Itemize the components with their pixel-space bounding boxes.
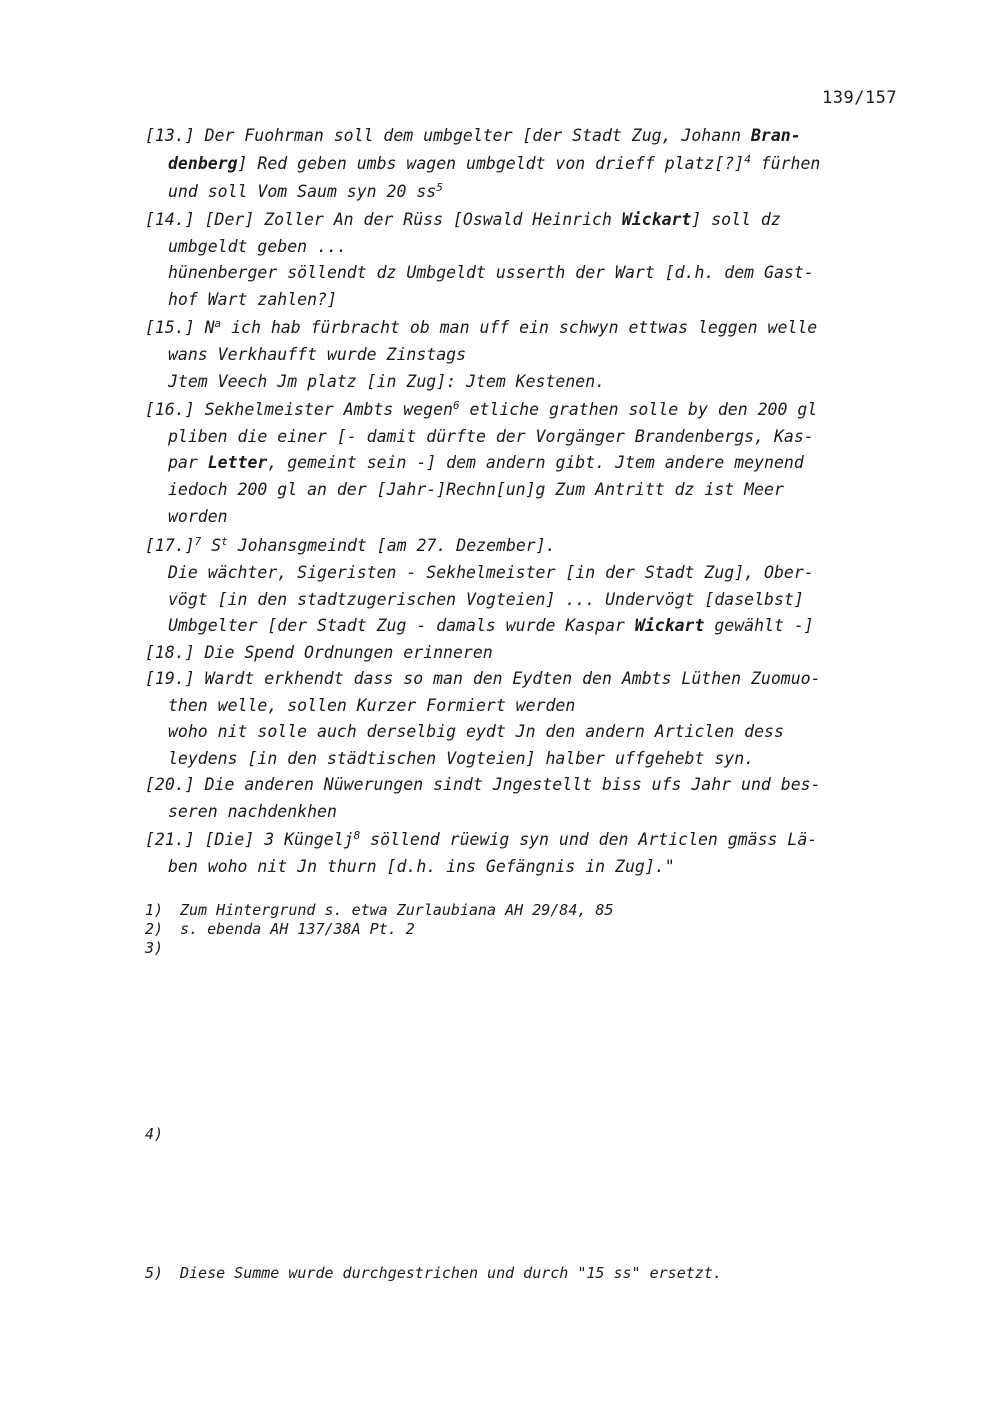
text-segment: gewählt -] (704, 616, 814, 635)
footnote-text: Diese Summe wurde durchgestrichen und durch "15 ss" ersetzt. (180, 1264, 722, 1282)
emphasized-name: Letter (207, 453, 268, 472)
footnote-number: 2) (145, 920, 164, 938)
text-line (168, 859, 675, 876)
text-segment: [19.] Wardt erkhendt dass so man den Eydten den Ambts Lüthen Zuomuo- (145, 669, 821, 688)
footnote-number: 4) (145, 1125, 164, 1143)
text-segment: seren nachdenkhen (168, 802, 337, 821)
text-line (145, 317, 818, 337)
text-segment: par (168, 453, 208, 472)
text-segment: worden (168, 507, 228, 526)
text-line (168, 565, 814, 582)
text-line (168, 804, 337, 821)
text-line (145, 645, 493, 662)
text-line (168, 292, 337, 309)
text-line (168, 618, 814, 635)
footnote-marker: 7 (194, 535, 202, 548)
text-line (168, 509, 228, 526)
text-segment: ] soll dz (691, 210, 781, 229)
emphasized-name: Wickart (634, 616, 705, 635)
text-segment: [15.] N (145, 318, 215, 337)
text-line (168, 153, 821, 173)
text-segment: hünenberger söllendt dz Umbgeldt usserth der Wart [d.h. dem Gast- (168, 263, 814, 282)
text-line (145, 777, 821, 794)
text-segment: hof Wart zahlen?] (168, 290, 337, 309)
footnote-text: Zum Hintergrund s. etwa Zurlaubiana AH 29/84, 85 (180, 901, 614, 919)
text-segment: , gemeint sein -] dem andern gibt. Jtem andere meynend (267, 453, 804, 472)
text-segment: Umbgelter [der Stadt Zug - damals wurde Kaspar (168, 616, 635, 635)
text-line (168, 698, 575, 715)
text-segment: Johansgmeindt [am 27. Dezember]. (227, 536, 556, 555)
text-line (168, 455, 804, 472)
text-segment: ben woho nit Jn thurn [d.h. ins Gefängnis in Zug]." (168, 857, 675, 876)
emphasized-name: Wickart (621, 210, 692, 229)
text-segment: [13.] Der Fuohrman soll dem umbgelter [der Stadt Zug, Johann (145, 126, 751, 145)
text-line (168, 374, 605, 391)
text-segment: [16.] Sekhelmeister Ambts wegen (145, 400, 453, 419)
text-line (145, 535, 556, 555)
text-segment: [20.] Die anderen Nüwerungen sindt Jngestellt biss ufs Jahr und bes- (145, 775, 821, 794)
text-segment: fürhen (750, 154, 821, 173)
text-line (168, 592, 804, 609)
text-line (145, 671, 821, 688)
text-segment: [18.] Die Spend Ordnungen erinneren (145, 643, 493, 662)
text-segment: wans Verkhaufft wurde Zinstags (168, 345, 467, 364)
text-line (168, 347, 466, 364)
text-segment: etliche grathen solle by den 200 gl (459, 400, 818, 419)
page-number: 139/157 (822, 88, 898, 108)
text-segment: umbgeldt geben ... (168, 237, 347, 256)
text-segment: [14.] [Der] Zoller An der Rüss [Oswald Heinrich (145, 210, 622, 229)
text-segment: söllend rüewig syn und den Articlen gmäss Lä- (360, 830, 818, 849)
text-segment: ] Red geben umbs wagen umbgeldt von drieff platz[?] (237, 154, 745, 173)
text-segment: und soll Vom Saum syn 20 ss (168, 182, 437, 201)
text-line (168, 482, 784, 499)
text-line (168, 239, 347, 256)
text-segment: ich hab fürbracht ob man uff ein schwyn ettwas leggen welle (221, 318, 818, 337)
footnote-text: s. ebenda AH 137/38A Pt. 2 (180, 920, 415, 938)
footnote-number: 3) (145, 939, 164, 957)
text-segment: [17.] (145, 536, 195, 555)
footnote-marker: t (221, 535, 228, 548)
text-segment: [21.] [Die] 3 Küngelj (145, 830, 354, 849)
text-line (168, 724, 784, 741)
text-segment: pliben die einer [- damit dürfte der Vorgänger Brandenbergs, Kas- (168, 427, 814, 446)
text-segment: leydens [in den städtischen Vogteien] halber uffgehebt syn. (168, 749, 755, 768)
emphasized-name: denberg (168, 154, 238, 173)
footnote-number: 1) (145, 901, 164, 919)
text-segment: Die wächter, Sigeristen - Sekhelmeister [in der Stadt Zug], Ober- (168, 563, 814, 582)
footnote-number: 5) (145, 1264, 164, 1282)
text-line (145, 212, 781, 229)
footnote-marker: 6 (452, 399, 460, 412)
text-segment: then welle, sollen Kurzer Formiert werden (168, 696, 576, 715)
text-segment: Jtem Veech Jm platz [in Zug]: Jtem Kestenen. (168, 372, 606, 391)
footnote-marker: 8 (353, 829, 361, 842)
footnote-marker: 4 (744, 153, 751, 166)
footnote-marker: a (214, 317, 222, 330)
text-segment: woho nit solle auch derselbig eydt Jn den andern Articlen dess (168, 722, 784, 741)
text-line (168, 181, 443, 201)
text-segment: vögt [in den stadtzugerischen Vogteien] ... Undervögt [daselbst] (168, 590, 804, 609)
text-line (145, 399, 818, 419)
text-line (168, 751, 754, 768)
text-line (168, 265, 814, 282)
footnote-marker: 5 (436, 181, 443, 194)
text-line (168, 429, 814, 446)
text-segment: S (201, 536, 222, 555)
emphasized-name: Bran- (750, 126, 801, 145)
text-segment: iedoch 200 gl an der [Jahr-]Rechn[un]g Zum Antritt dz ist Meer (168, 480, 784, 499)
text-line (145, 829, 818, 849)
text-line (145, 128, 801, 145)
